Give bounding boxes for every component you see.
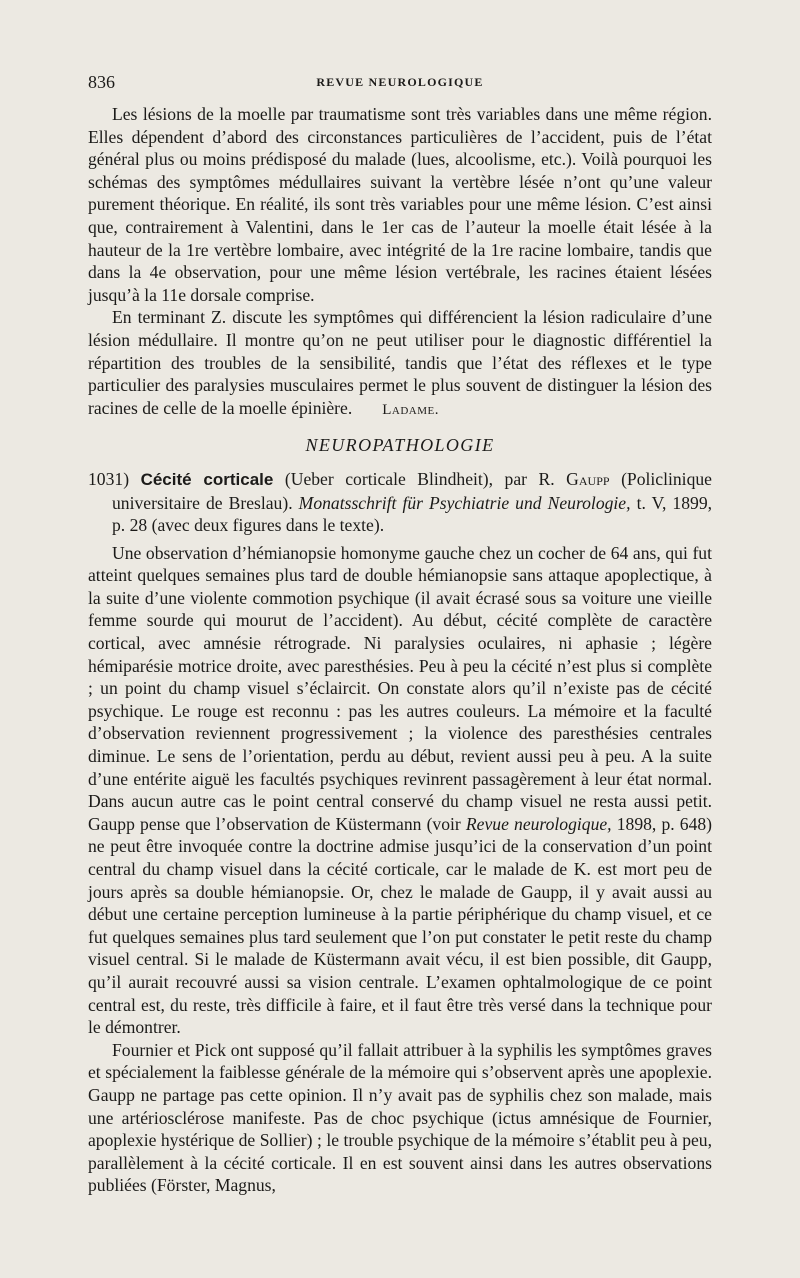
page-header [88,72,712,94]
running-title: REVUE NEUROLOGIQUE [316,75,484,89]
section-title: NEUROPATHOLOGIE [305,435,495,456]
body-text [88,103,712,1197]
signature: Ladame. [382,401,439,418]
paragraph-4: Fournier et Pick ont supposé qu’il fallait attribuer à la syphilis les symptômes graves et spécialement la faiblesse générale de la mémoire qui s’observent après une apoplexie. Gaupp ne partage pas cette opinion. Il n’y avait pas de syphilis chez son malade, mais une artériosclérose manifeste. Pas de choc psychique (ictus amnésique de Fournier, apoplexie hystérique de Sollier) ; le trouble psychique de la mémoire s’établit peu à peu, parallèlement à la cécité corticale. Il en est souvent ainsi dans les autres observations publiées (Förster, Magnus, [88,1039,712,1196]
paragraph-3-journal: Revue neurologique, [465,813,612,834]
entry-affiliation: (Policlinique universitaire de Breslau). [112,468,712,513]
paragraph-3-end: 1898, p. 648) ne peut être invoquée contre la doctrine admise jusqu’ici de la conservation d’un point central du champ visuel dans la cécité corticale, car le malade de K. est mort peu de jours après sa double hémianopsie. Or, chez le malade de Gaupp, il y avait aussi au début une certaine perception lumineuse à la partie périphérique du champ visuel, et ce fut quelques semaines plus tard seulement que l’on put constater le petit reste du champ visuel central. Si le malade de Küstermann avait vécu, il est bien possible, dit Gaupp, qu’il aurait recouvré aussi sa vision centrale. L’examen ophtalmologique de ce point central est, du reste, très difficile à faire, et il faut être très versé dans la technique pour le démontrer. [88,813,713,1038]
page-number: 836 [88,72,115,92]
entry-subtitle: (Ueber corticale Blindheit), par R. [284,468,555,489]
paragraph-1: Les lésions de la moelle par traumatisme sont très variables dans une même région. Elles dépendent d’abord des circonstances particulières de l’accident, puis de l’état général plus ou moins prédisposé du malade (lues, alcoolisme, etc.). Voilà pourquoi les schémas des symptômes médullaires suivant la vertèbre lésée n’ont qu’une valeur purement théorique. En réalité, ils sont très variables pour une même lésion. C’est ainsi que, contrairement à Valentini, dans le 1er cas de l’auteur la moelle était lésée à la hauteur de la 1re vertèbre lombaire, avec intégrité de la 1re racine lombaire, tandis que dans la 4e observation, pour une même lésion vertébrale, les racines étaient lésées jusqu’à la 11e dorsale comprise. [88,104,712,305]
paragraph-3 [88,542,712,1039]
entry-heading [88,468,712,537]
paragraph-3-start: Une observation d’hémianopsie homonyme gauche chez un cocher de 64 ans, qui fut atteint quelques semaines plus tard de double hémianopsie sans attaque apoplectique, à la suite d’une violente commotion psychique (il avait écrasé sous sa voiture une vieille femme sourde qui mourut de l’accident). Au début, cécité complète de caractère cortical, avec amnésie rétrograde. Ni paralysies oculaires, ni aphasie ; légère hémiparésie motrice droite, avec paresthésies. Peu à peu la cécité n’est plus si complète ; un point du champ visuel s’éclaircit. On constate alors qu’il n’existe pas de cécité psychique. Le rouge est reconnu : pas les autres couleurs. La mémoire et la faculté d’observation reviennent progressivement ; la violence des paresthésies centrales diminue. Le sens de l’orientation, perdu au début, revient aussi peu à peu. A la suite d’une entérite aiguë les facultés psychiques revinrent passagèrement à leur état normal. Dans aucun autre cas le point central conservé du champ visuel ne resta aussi petit. Gaupp pense que l’observation de Küstermann (voir [88,542,712,834]
paragraph-2-text: En terminant Z. discute les symptômes qui différencient la lésion radiculaire d’une lésion médullaire. Il montre qu’on ne peut utiliser pour le diagnostic différentiel la répartition des troubles de la sensibilité, tandis que l’état des réflexes et le type particulier des paralysies musculaires permet le plus souvent de distinguer la lésion des racines de celle de la moelle épinière. [88,307,712,418]
entry-title: Cécité corticale [140,469,274,489]
entry-journal: Monatsschrift für Psychiatrie und Neurologie, [298,492,631,513]
entry-reference: t. V, 1899, p. 28 (avec deux figures dans le texte). [112,492,713,536]
paragraph-2 [88,306,712,421]
entry-author: Gaupp [566,468,610,489]
entry-number: 1031) [88,468,130,489]
